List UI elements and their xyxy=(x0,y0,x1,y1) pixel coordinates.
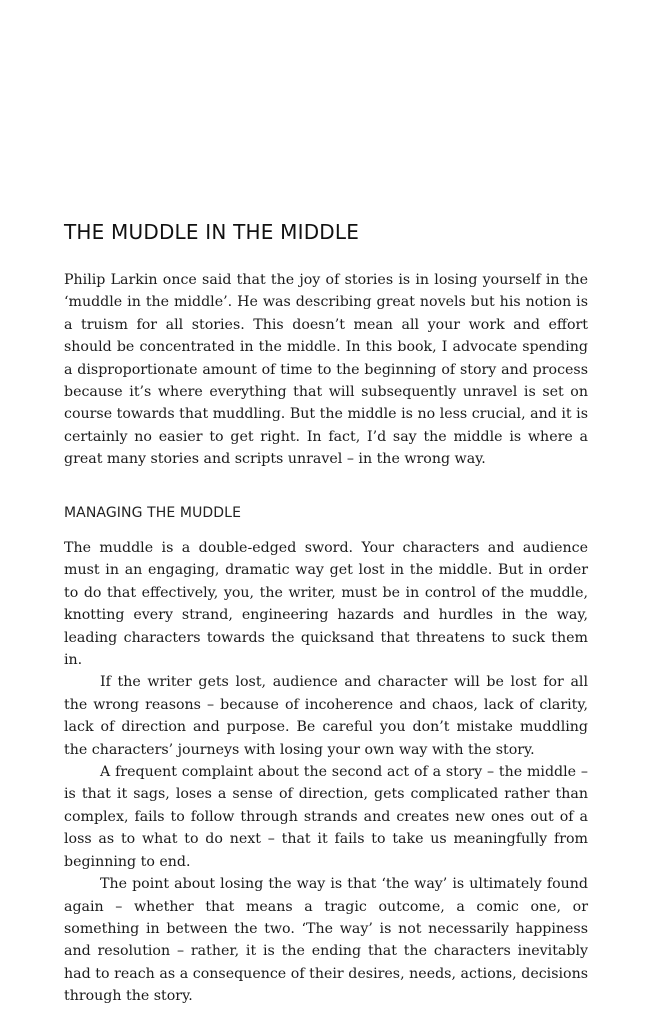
chapter-title: THE MUDDLE IN THE MIDDLE xyxy=(64,220,360,244)
section-heading: MANAGING THE MUDDLE xyxy=(64,505,242,521)
body-paragraph: The muddle is a double-edged sword. Your characters and audience must in an engaging, dramatic way get lost in the middle. But in order to do that effectively, you, the writer, must be in control of the muddle, knotting every strand, engineering hazards and hurdles in the way, leading characters towards the quicksand that threatens to suck them in. xyxy=(64,540,588,669)
body-paragraph: The point about losing the way is that ‘the way’ is ultimately found again – whether that means a tragic outcome, a comic one, or something in between the two. ‘The way’ is not necessarily happiness and resolution – rather, it is the ending that the characters inevitably had to reach as a consequence of their desires, needs, actions, decisions through the story. xyxy=(64,876,588,1005)
body-paragraph: If the writer gets lost, audience and character will be lost for all the wrong reasons – because of incoherence and chaos, lack of clarity, lack of direction and purpose. Be careful you don’t mistake muddling the characters’ journeys with losing your own way with the story. xyxy=(64,674,588,758)
intro-block xyxy=(64,269,588,471)
section-body xyxy=(64,537,588,1008)
intro-paragraph: Philip Larkin once said that the joy of stories is in losing yourself in the ‘muddle in the middle’. He was describing great novels but his notion is a truism for all stories. This doesn’t mean all your work and effort should be concentrated in the middle. In this book, I advocate spending a disproportionate amount of time to the beginning of story and process because it’s where everything that will subsequently unravel is set on course towards that muddling. But the middle is no less crucial, and it is certainly no easier to get right. In fact, I’d say the middle is where a great many stories and scripts unravel – in the wrong way. xyxy=(64,272,588,468)
body-paragraph: A frequent complaint about the second act of a story – the middle – is that it sags, loses a sense of direction, gets complicated rather than complex, fails to follow through strands and creates new ones out of a loss as to what to do next – that it fails to take us meaningfully from beginning to end. xyxy=(64,764,588,870)
